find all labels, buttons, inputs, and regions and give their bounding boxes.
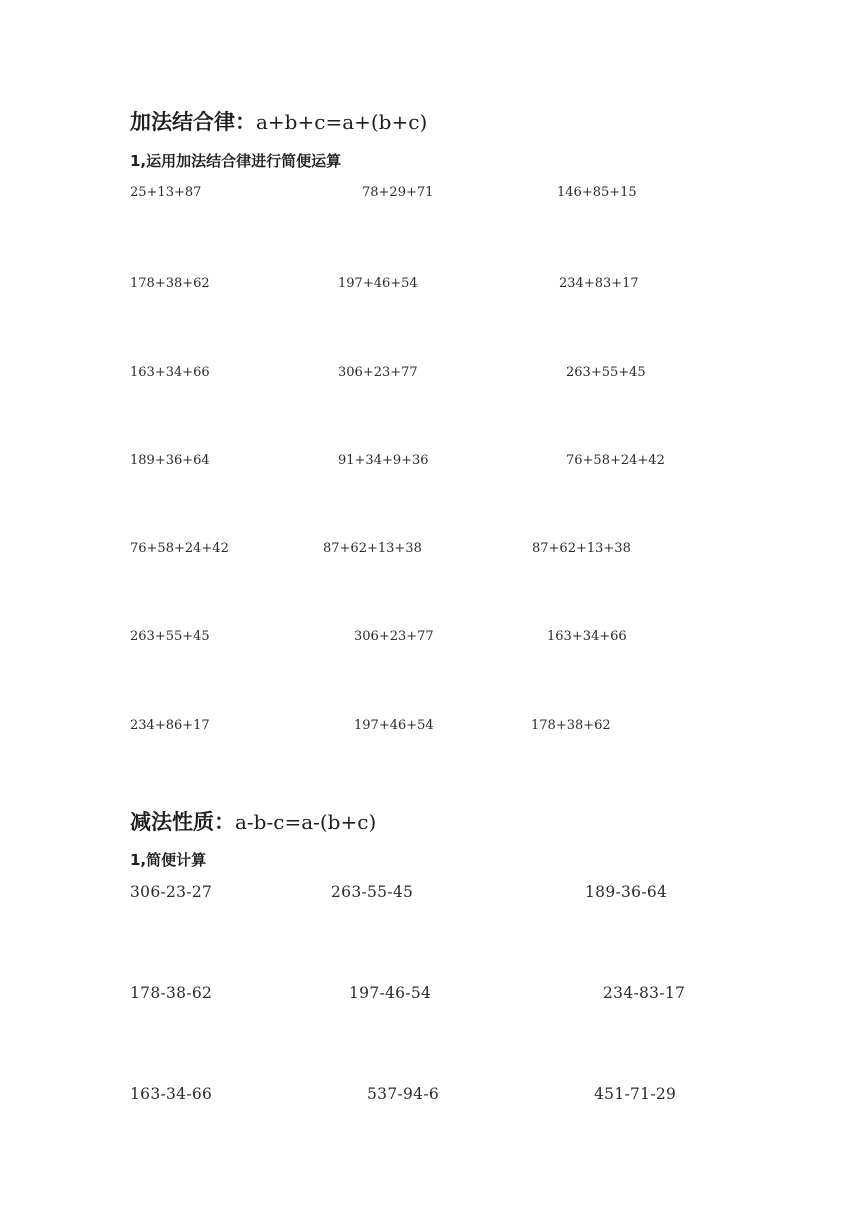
section-title-label: 减法性质： bbox=[130, 810, 235, 834]
problem: 197-46-54 bbox=[349, 984, 432, 1002]
section-instruction: 1,运用加法结合律进行简便运算 bbox=[130, 152, 342, 170]
problem: 234+86+17 bbox=[130, 718, 210, 733]
problem: 87+62+13+38 bbox=[532, 541, 631, 556]
problem: 178-38-62 bbox=[130, 984, 213, 1002]
problem: 263-55-45 bbox=[331, 883, 414, 901]
section-formula: a+b+c=a+(b+c) bbox=[256, 110, 428, 134]
section-title bbox=[130, 806, 376, 836]
problem: 178+38+62 bbox=[531, 718, 611, 733]
problem: 76+58+24+42 bbox=[566, 453, 665, 468]
problem: 537-94-6 bbox=[367, 1085, 440, 1103]
problem: 306+23+77 bbox=[354, 629, 434, 644]
problem: 78+29+71 bbox=[362, 185, 434, 200]
problem: 25+13+87 bbox=[130, 185, 202, 200]
problem: 178+38+62 bbox=[130, 276, 210, 291]
problem: 146+85+15 bbox=[557, 185, 637, 200]
problem: 306-23-27 bbox=[130, 883, 213, 901]
problem: 87+62+13+38 bbox=[323, 541, 422, 556]
problem: 234+83+17 bbox=[559, 276, 639, 291]
problem: 163+34+66 bbox=[130, 365, 210, 380]
problem: 91+34+9+36 bbox=[338, 453, 429, 468]
problem: 197+46+54 bbox=[338, 276, 418, 291]
problem: 76+58+24+42 bbox=[130, 541, 229, 556]
section-title-label: 加法结合律： bbox=[130, 110, 256, 134]
problem: 451-71-29 bbox=[594, 1085, 677, 1103]
problem: 163+34+66 bbox=[547, 629, 627, 644]
problem: 263+55+45 bbox=[566, 365, 646, 380]
problem: 163-34-66 bbox=[130, 1085, 213, 1103]
section-instruction: 1,简便计算 bbox=[130, 851, 207, 869]
problem: 263+55+45 bbox=[130, 629, 210, 644]
section-title bbox=[130, 106, 427, 136]
problem: 189-36-64 bbox=[585, 883, 668, 901]
problem: 234-83-17 bbox=[603, 984, 686, 1002]
problem: 306+23+77 bbox=[338, 365, 418, 380]
section-formula: a-b-c=a-(b+c) bbox=[235, 810, 377, 834]
problem: 189+36+64 bbox=[130, 453, 210, 468]
problem: 197+46+54 bbox=[354, 718, 434, 733]
